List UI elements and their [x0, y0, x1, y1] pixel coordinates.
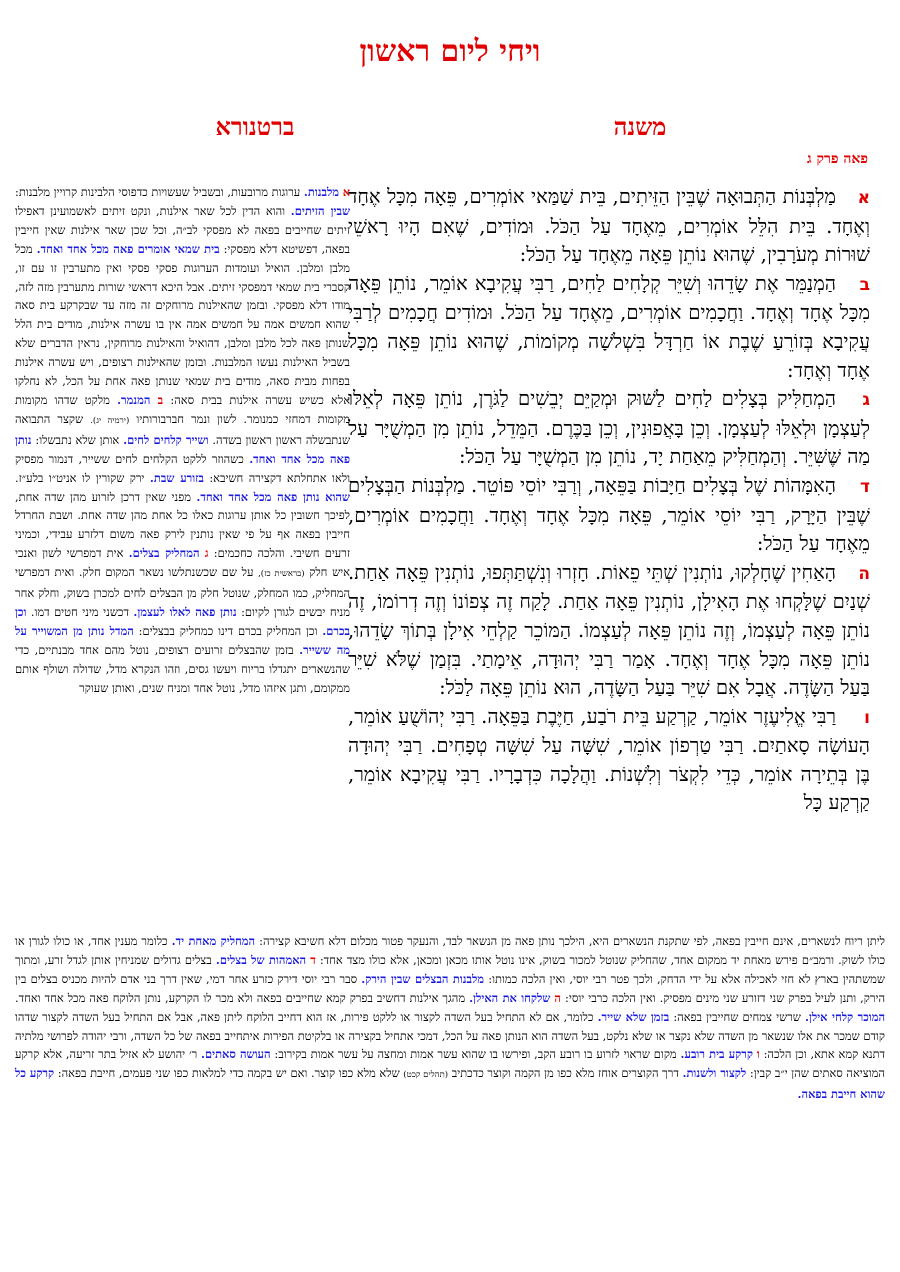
mishna-heading: משנה: [613, 112, 667, 141]
commentary-text: ערוגות מרובעות, ובשביל שעשויות כדפוסי הלבינות קרויין מלבנות:: [15, 185, 301, 199]
chapter-label: פאה פרק ג: [806, 151, 868, 167]
mishna-text: הַמְנַמֵּר אֶת שָׂדֵהוּ וְשִׁיֵּר קְלָחִים לַחִים, רַבִּי עֲקִיבָא אוֹמֵר, נוֹתֵן פֵּאָה מִכָּל אֶחָד וְאֶחָד. וַחֲכָמִים אוֹמְרִים, מֵאֶחָד עַל הַכֹּל. וּמוֹדִים חֲכָמִים לְרַבִּי עֲקִיבָא בְּזוֹרֵעַ שֶׁבֶת אוֹ חַרְדָּל בִּשְׁלֹשָׁה מְקוֹמוֹת, שֶׁהוּא נוֹתֵן פֵּאָה מִכָּל אֶחָד וְאֶחָד:: [348, 271, 870, 382]
commentary-heading: המנמר.: [117, 392, 151, 407]
commentary-text: כלומר מענין אחד, או כולו לגורן או כולו לשוק. ורמב״ם פירש מאחת יד ממקום אחד, שהחליק שנוטל למכור בשוק, אינו נוטל אותו מכאן ומכאן, אלא כולו מצד אחד:: [15, 934, 886, 967]
commentary-number: ג: [204, 546, 209, 561]
mishna-text: הַמְחַלִּיק בְּצָלִים לַחִים לַשּׁוּק וּמְקַיֵּם יְבֵשִׁים לַגֹּרֶן, נוֹתֵן פֵּאָה לְאֵלּוּ לְעַצְמָן וּלְאֵלּוּ לְעַצְמָן. וְכֵן בָּאֲפוּנִין, וְכֵן בַּכֶּרֶם. הַמֵּדֵל, נוֹתֵן מִן הַמְשֻׁיָּר עַל מַה שֶּׁשִּׁיֵּר. וְהַמְחַלִּיק מֵאַחַת יָד, נוֹתֵן מִן הַמְשֻׁיָּר עַל הַכֹּל:: [348, 387, 870, 469]
commentary-text: מהגך אילנות דחשיב בפרק קמא שחייבים בפאה ולא מכר לו הקרקע, נותן הלוקח פאה מכל אחד ואחד.: [15, 990, 466, 1005]
commentary-heading: מלבנות.: [303, 185, 340, 199]
mishna-number: ד: [860, 476, 870, 497]
mishna-paragraph: [348, 385, 870, 472]
commentary-heading: המוכר קלחי אילן.: [805, 1009, 885, 1024]
commentary-heading: קרקע כל שהוא חייבת בפאה.: [15, 1066, 885, 1102]
commentary-heading: שהוא נותן פאה מכל אחד ואחד.: [196, 489, 350, 504]
commentary-text: מקום שראוי לזרוע בו רובע הקב, ופירשו בו שהוא עשר אמות ומחצה על עשר אמות בקירוב:: [274, 1047, 677, 1062]
commentary-text: שקצר התבואה שנתבשלה ראשון ראשון בשדה.: [15, 411, 351, 447]
commentary-text: ליתן ריוח לנשארים, אינם חייבין בפאה, לפי שתקנת הנשארים היא, הילכך נותן פאה מן הנשאר לבד, והנעקר פטור מכלום דלא חשיבא קצירה:: [259, 934, 886, 948]
commentary-text: והוא הדין לכל שאר אילנות, ונקט זיתים לאשמועינן דאפילו זיתים שחייבים בפאה לא מפסקי לב״ה, וכל שכן שאר אילנות שאין חייבין בפאה, דפשיטא דלא מפסקי:: [15, 203, 350, 256]
mishna-paragraph: [348, 703, 870, 818]
mishna-column: [348, 183, 870, 818]
commentary-number: ד: [310, 952, 316, 967]
commentary-text: מכל מלבן ומלבן. הואיל ועומדות הערוגות פסקי פסקי ואין מתערבין זו עם זו, קסברי בית שמאי דמפסקי זיתים. אבל היכא דראשי שורות מתערבין מזה לזה, מודו דלא מפסקי. ובזמן שהאילנות מרוחקים זה מזה עד שבקרקע בית סאה שהוא חמשים אמה על חמשים אמה אין בו עשרה אילנות, מודים בית הלל שנותן פאה לכל מלבן ומלבן, דהואיל והאילנות מרוחקין, נראין הדברים שלא בשביל האילנות נעשו המלבנות. ובזמן שהאילנות רצופים, ויש עשרה אילנות בפחות מבית סאה, מודים בית שמאי שנותן פאה אחת על הכל, לא נחלקו אלא כשיש עשרה אילנות בבית סאה:: [15, 241, 351, 407]
commentary-heading: העושה סאתים.: [201, 1047, 271, 1062]
commentary-number: ו: [756, 1047, 760, 1062]
commentary-heading: וכן בכרם.: [15, 604, 351, 638]
mishna-text: הָאַחִין שֶׁחָלְקוּ, נוֹתְנִין שְׁתֵּי פֵאוֹת. חָזְרוּ וְנִשְׁתַּתְּפוּ, נוֹתְנִין פֵּאָה אַחַת. שְׁנַיִם שֶׁלָּקְחוּ אֶת הָאִילָן, נוֹתְנִין פֵּאָה אַחַת. לָקַח זֶה צְפוֹנוֹ וְזֶה דְרוֹמוֹ, זֶה נוֹתֵן פֵּאָה לְעַצְמוֹ, וְזֶה נוֹתֵן פֵּאָה לְעַצְמוֹ. הַמּוֹכֵר קַלְחֵי אִילָן בְּתוֹךְ שָׂדֵהוּ, נוֹתֵן פֵּאָה מִכָּל אֶחָד וְאֶחָד. אָמַר רַבִּי יְהוּדָה, אֵימָתַי. בִּזְמַן שֶׁלֹּא שִׁיֵּר בַּעַל הַשָּׂדֶה. אֲבָל אִם שִׁיֵּר בַּעַל הַשָּׂדֶה, הוּא נוֹתֵן פֵּאָה לַכֹּל:: [348, 560, 870, 700]
commentary-heading: בזורע שבת.: [149, 470, 204, 485]
commentary-heading: נותן פאה לאלו לעצמן.: [133, 604, 237, 619]
mishna-paragraph: [348, 270, 870, 385]
bartenura-heading: ברטנורא: [215, 112, 295, 141]
scripture-reference: (בראשית כז),: [258, 569, 305, 580]
commentary-heading: בזמן שלא שייר.: [597, 1009, 670, 1024]
mishna-number: ה: [858, 563, 870, 584]
mishna-text: רַבִּי אֱלִיעֶזֶר אוֹמֵר, קַרְקַע בֵּית רֹבַע, חַיֶּבֶת בַּפֵּאָה. רַבִּי יְהוֹשֻׁעַ אוֹמֵר, הָעוֹשָׂה סָאתַיִם. רַבִּי טַרְפוֹן אוֹמֵר, שִׁשָּׁה עַל שִׁשָּׁה טְפָחִים. רַבִּי יְהוּדָה בֶּן בְּתֵירָה אוֹמֵר, כְּדֵי לִקְצֹר וְלִשְׁנוֹת. וַהֲלָכָה כִּדְבָרָיו. רַבִּי עֲקִיבָא אוֹמֵר, קַרְקַע כָּל: [348, 704, 870, 815]
page-title: ויחי ליום ראשון: [359, 34, 541, 69]
commentary-heading: המחליק בצלים.: [128, 546, 200, 561]
commentary-heading: לקצור ולשנות.: [682, 1066, 747, 1081]
commentary-text: אית דמפרשי לשון ואנכי איש חלק: [15, 546, 350, 580]
commentary-heading: שבין הזיתים.: [290, 203, 351, 218]
scripture-reference: (ירמיה יג).: [90, 415, 130, 426]
commentary-text: כשהוזר ללקט הקלחים לחים ששייר, דנמור מפסיק ולאו אתחלתא דקצירה חשיבא:: [15, 451, 351, 485]
commentary-text: כלומר, אם לא התחיל בעל השדה לקצור או ללקט פירות, אז הוא דחייב הלוקח ליתן פאה, אבל אם התחיל בעל השדה לקצור שדהו קודם שמכר את אלו שנשאר מן השדה שלא נקצר או שלא נלקט, בעל השדה הוא הנותן פאה על הכל, דמכי אתחיל בקצירה או בלקיטת הפירות איתחייב בפאה של כל השדה, ורבי יהודה לפרושי מלתיה דתנא קמא אתא, וכן הלכה:: [15, 1009, 886, 1062]
commentary-number: א: [342, 185, 351, 199]
commentary-text: שלא מלא כפו קוצר. ואם יש בקמה כדי למלאות כפו שני פעמים, חייבת בפאה:: [57, 1066, 400, 1081]
bartenura-column: [15, 183, 350, 697]
commentary-text: אותן שלא נתבשלו:: [35, 432, 120, 447]
commentary-number: ה: [554, 990, 561, 1005]
mishna-number: ו: [864, 707, 870, 728]
scripture-reference: (תהלים קכט): [403, 1070, 449, 1081]
mishna-paragraph: [348, 559, 870, 703]
commentary-text: וכן המחליק בכרם דינו כמחליק בבצלים:: [138, 623, 318, 638]
commentary-text: על שם שכשנתלשו נשאר המקום חלק. ואית דמפרשי המחליק, כמו המחלק, שנוטל חלק מן הבצלים לחים למכרן בשוק, וחלק אחר מניח יבשים לגורן לקיום:: [15, 565, 351, 619]
commentary-text: דרך הקוצרים אוחז מלא כפו מן הקמה וקוצר כדכתיב: [451, 1066, 679, 1081]
commentary-heading: בית שמאי אומרים פאה מכל אחד ואחד.: [36, 241, 220, 256]
commentary-text: ר׳ יהושע לא אזיל בתר זריעה, אלא קרקע המוציאה סאתים שהן י״ב קבין:: [15, 1047, 885, 1081]
mishna-number: ג: [862, 390, 870, 411]
commentary-text: ירק שקורין לו אניט״ו בלע״ז.: [15, 470, 145, 485]
commentary-heading: המחליק מאחת יד.: [171, 934, 256, 948]
commentary-heading: מלבנות הבצלים שבין הירק.: [361, 971, 485, 986]
commentary-heading: האמהות של בצלים.: [215, 952, 307, 967]
commentary-heading: קרקע בית רובע.: [680, 1047, 753, 1062]
mishna-text: מַלְבְּנוֹת הַתְּבוּאָה שֶׁבֵּין הַזֵּיתִים, בֵּית שַׁמַּאי אוֹמְרִים, פֵּאָה מִכָּל אֶחָד וְאֶחָד. בֵּית הִלֵּל אוֹמְרִים, מֵאֶחָד עַל הַכֹּל. וּמוֹדִים, שֶׁאִם הָיוּ רָאשֵׁי שׁוּרוֹת מְעֹרָבִין, שֶׁהוּא נוֹתֵן פֵּאָה מֵאֶחָד עַל הַכֹּל:: [348, 185, 870, 267]
commentary-heading: ושייר קלחים לחים.: [123, 432, 209, 447]
commentary-text: דכשני מיני חטים דמו.: [30, 604, 129, 619]
bartenura-continuation: [15, 932, 885, 1104]
commentary-text: בזמן שהבצלים זרועים רצופים, נוטל מהם אחד מבנתיים, כדי שהנשארים יתגדלו בריוח ויעשו גסים, וזהו הנקרא מדל, שדולה ושולף אותם ממקומם, ותגן איזהו מדל, נוטל אחד ומניח שנים, ואותן שעוקר: [15, 642, 350, 695]
commentary-heading: המדל נותן מן המשוייר על מה ששייר.: [15, 623, 351, 657]
mishna-number: ב: [859, 274, 870, 295]
mishna-paragraph: [348, 472, 870, 559]
mishna-text: הָאִמָּהוֹת שֶׁל בְּצָלִים חַיָּבוֹת בַּפֵּאָה, וְרַבִּי יוֹסֵי פּוֹטֵר. מַלְבְּנוֹת הַבְּצָלִים שֶׁבֵּין הַיָּרָק, רַבִּי יוֹסֵי אוֹמֵר, פֵּאָה מִכָּל אֶחָד וְאֶחָד. וַחֲכָמִים אוֹמְרִים, מֵאֶחָד עַל הַכֹּל:: [348, 473, 870, 556]
commentary-text: סבר רבי יוסי דירק כזרע אחר דמי, שאין דרך בני אדם להיות מכניס בצלים בין הירק, ותנן לעיל בפרק שני דזורע שני מינים מפסיק. ואין הלכה כרבי יוסי:: [15, 971, 886, 1005]
commentary-text: בצלים גדולים שמניחין אותן לגדל זרע, ומתוך שמשתהין בארץ לא חזי לאכילה אלא על ידי הדחק, ולכך פטר רבי יוסי, ואין הלכה כמותו:: [15, 952, 885, 986]
commentary-heading: שלקחו את האילן.: [469, 990, 551, 1005]
commentary-text: מפני שאין דרכן לזרוע מהן שדה אחת, לפיכך חשובין כל אותן ערוגות כאלו כל אחת מהן שדה אחת. ושבת החרדל חייבין בפאה אף על פי שאין נותנין לירק פאה משום דלזרע עבידי, וכמיני זרעים חשיבי. והלכה כחכמים:: [15, 489, 351, 561]
commentary-text: מלקט שדהו מקומות מקומות דמחזי כמנומר. לשון ונמר חברבורותיו: [15, 392, 351, 426]
commentary-text: שרשי צמחים שחייבין בפאה:: [673, 1009, 801, 1024]
mishna-number: א: [857, 188, 870, 208]
mishna-paragraph: [348, 183, 870, 270]
commentary-heading: נותן פאה מכל אחד ואחד.: [15, 432, 351, 466]
commentary-number: ב: [157, 392, 164, 407]
